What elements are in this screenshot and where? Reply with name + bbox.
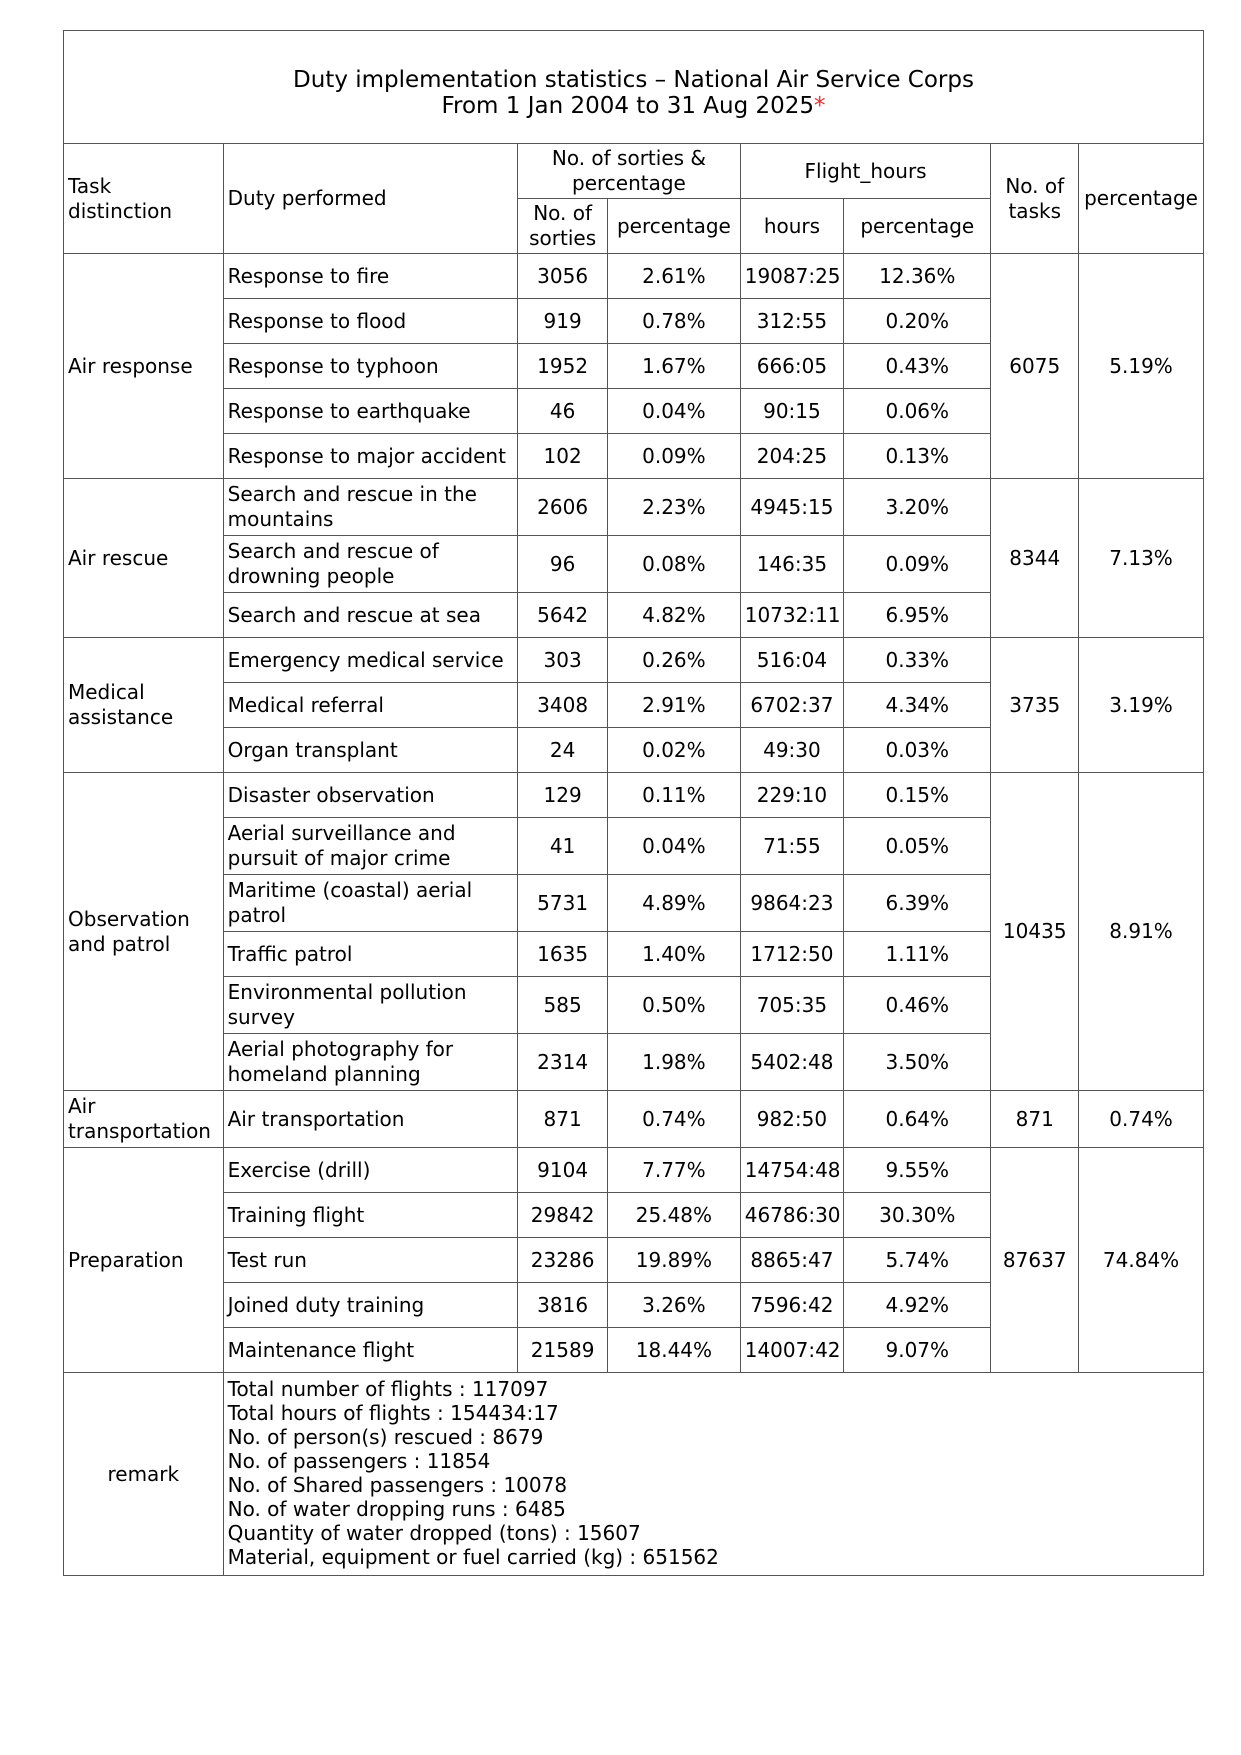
title-line-1: Duty implementation statistics – National Air Service Corps <box>293 67 974 93</box>
flight-hours: 14754:48 <box>740 1148 843 1193</box>
sorties-percentage: 19.89% <box>608 1238 741 1283</box>
header-tasks-percentage: percentage <box>1079 144 1204 254</box>
sorties-count: 1635 <box>518 932 608 977</box>
sorties-count: 2606 <box>518 479 608 536</box>
hours-percentage: 0.09% <box>844 536 991 593</box>
remark-content <box>223 1373 1203 1576</box>
tasks-percentage: 8.91% <box>1079 773 1204 1091</box>
asterisk-mark: * <box>814 93 826 119</box>
flight-hours: 49:30 <box>740 728 843 773</box>
hours-percentage: 30.30% <box>844 1193 991 1238</box>
hours-percentage: 0.13% <box>844 434 991 479</box>
hours-percentage: 0.05% <box>844 818 991 875</box>
flight-hours: 666:05 <box>740 344 843 389</box>
remark-label: remark <box>64 1373 224 1576</box>
header-sorties-group: No. of sorties & percentage <box>518 144 741 199</box>
flight-hours: 7596:42 <box>740 1283 843 1328</box>
sorties-count: 3816 <box>518 1283 608 1328</box>
flight-hours: 71:55 <box>740 818 843 875</box>
hours-percentage: 4.92% <box>844 1283 991 1328</box>
flight-hours: 10732:11 <box>740 593 843 638</box>
flight-hours: 312:55 <box>740 299 843 344</box>
tasks-count: 10435 <box>991 773 1079 1091</box>
hours-percentage: 0.06% <box>844 389 991 434</box>
sorties-count: 21589 <box>518 1328 608 1373</box>
tasks-percentage: 7.13% <box>1079 479 1204 638</box>
sorties-percentage: 1.40% <box>608 932 741 977</box>
hours-percentage: 6.39% <box>844 875 991 932</box>
sorties-percentage: 0.02% <box>608 728 741 773</box>
duty-name: Test run <box>223 1238 518 1283</box>
duty-name: Organ transplant <box>223 728 518 773</box>
sorties-count: 41 <box>518 818 608 875</box>
sorties-count: 5642 <box>518 593 608 638</box>
duty-statistics-table <box>63 30 1204 1576</box>
remark-line: Quantity of water dropped (tons) : 15607 <box>227 1521 641 1545</box>
table-title <box>64 31 1204 144</box>
flight-hours: 19087:25 <box>740 254 843 299</box>
sorties-count: 919 <box>518 299 608 344</box>
duty-name: Aerial photography for homeland planning <box>223 1034 518 1091</box>
duty-name: Medical referral <box>223 683 518 728</box>
sorties-percentage: 0.78% <box>608 299 741 344</box>
sorties-percentage: 18.44% <box>608 1328 741 1373</box>
sorties-count: 585 <box>518 977 608 1034</box>
sorties-percentage: 4.89% <box>608 875 741 932</box>
sorties-percentage: 0.09% <box>608 434 741 479</box>
remark-line: Total hours of flights : 154434:17 <box>227 1401 559 1425</box>
sorties-percentage: 2.91% <box>608 683 741 728</box>
sorties-percentage: 0.08% <box>608 536 741 593</box>
duty-name: Environmental pollution survey <box>223 977 518 1034</box>
table-row <box>64 773 1204 818</box>
remark-line: Material, equipment or fuel carried (kg) : 651562 <box>227 1545 719 1569</box>
sorties-count: 29842 <box>518 1193 608 1238</box>
flight-hours: 5402:48 <box>740 1034 843 1091</box>
hours-percentage: 5.74% <box>844 1238 991 1283</box>
task-category: Air response <box>64 254 224 479</box>
hours-percentage: 0.43% <box>844 344 991 389</box>
flight-hours: 229:10 <box>740 773 843 818</box>
flight-hours: 146:35 <box>740 536 843 593</box>
flight-hours: 705:35 <box>740 977 843 1034</box>
flight-hours: 14007:42 <box>740 1328 843 1373</box>
tasks-count: 8344 <box>991 479 1079 638</box>
sorties-count: 3408 <box>518 683 608 728</box>
sorties-percentage: 0.50% <box>608 977 741 1034</box>
duty-name: Maintenance flight <box>223 1328 518 1373</box>
remark-line: No. of water dropping runs : 6485 <box>227 1497 566 1521</box>
sorties-count: 24 <box>518 728 608 773</box>
hours-percentage: 1.11% <box>844 932 991 977</box>
sorties-percentage: 0.26% <box>608 638 741 683</box>
tasks-percentage: 0.74% <box>1079 1091 1204 1148</box>
table-row <box>64 1148 1204 1193</box>
sorties-count: 5731 <box>518 875 608 932</box>
tasks-count: 3735 <box>991 638 1079 773</box>
duty-name: Emergency medical service <box>223 638 518 683</box>
sorties-percentage: 0.04% <box>608 389 741 434</box>
duty-name: Search and rescue of drowning people <box>223 536 518 593</box>
duty-name: Air transportation <box>223 1091 518 1148</box>
sorties-percentage: 1.98% <box>608 1034 741 1091</box>
duty-name: Response to major accident <box>223 434 518 479</box>
tasks-count: 87637 <box>991 1148 1079 1373</box>
header-hours: hours <box>740 199 843 254</box>
sorties-count: 96 <box>518 536 608 593</box>
header-duty-performed: Duty performed <box>223 144 518 254</box>
hours-percentage: 9.55% <box>844 1148 991 1193</box>
hours-percentage: 9.07% <box>844 1328 991 1373</box>
hours-percentage: 0.15% <box>844 773 991 818</box>
duty-name: Maritime (coastal) aerial patrol <box>223 875 518 932</box>
table-row <box>64 638 1204 683</box>
sorties-count: 871 <box>518 1091 608 1148</box>
duty-name: Response to fire <box>223 254 518 299</box>
tasks-count: 871 <box>991 1091 1079 1148</box>
duty-name: Response to earthquake <box>223 389 518 434</box>
flight-hours: 90:15 <box>740 389 843 434</box>
task-category: Preparation <box>64 1148 224 1373</box>
sorties-percentage: 0.11% <box>608 773 741 818</box>
sorties-percentage: 2.61% <box>608 254 741 299</box>
sorties-count: 3056 <box>518 254 608 299</box>
duty-name: Search and rescue in the mountains <box>223 479 518 536</box>
duty-name: Traffic patrol <box>223 932 518 977</box>
header-task-distinction: Task distinction <box>64 144 224 254</box>
header-sorties: No. of sorties <box>518 199 608 254</box>
duty-name: Training flight <box>223 1193 518 1238</box>
hours-percentage: 3.20% <box>844 479 991 536</box>
sorties-percentage: 2.23% <box>608 479 741 536</box>
hours-percentage: 6.95% <box>844 593 991 638</box>
hours-percentage: 3.50% <box>844 1034 991 1091</box>
sorties-count: 46 <box>518 389 608 434</box>
table-row <box>64 479 1204 536</box>
task-category: Air rescue <box>64 479 224 638</box>
flight-hours: 204:25 <box>740 434 843 479</box>
sorties-count: 102 <box>518 434 608 479</box>
tasks-percentage: 3.19% <box>1079 638 1204 773</box>
duty-name: Joined duty training <box>223 1283 518 1328</box>
sorties-count: 9104 <box>518 1148 608 1193</box>
title-line-2: From 1 Jan 2004 to 31 Aug 2025 <box>441 93 815 119</box>
duty-name: Disaster observation <box>223 773 518 818</box>
header-sorties-percentage: percentage <box>608 199 741 254</box>
remark-line: Total number of flights : 117097 <box>227 1377 549 1401</box>
table-row <box>64 254 1204 299</box>
sorties-count: 1952 <box>518 344 608 389</box>
flight-hours: 46786:30 <box>740 1193 843 1238</box>
flight-hours: 6702:37 <box>740 683 843 728</box>
flight-hours: 4945:15 <box>740 479 843 536</box>
header-no-of-tasks: No. of tasks <box>991 144 1079 254</box>
table-row <box>64 1091 1204 1148</box>
hours-percentage: 12.36% <box>844 254 991 299</box>
tasks-percentage: 74.84% <box>1079 1148 1204 1373</box>
sorties-percentage: 1.67% <box>608 344 741 389</box>
duty-name: Aerial surveillance and pursuit of major crime <box>223 818 518 875</box>
flight-hours: 8865:47 <box>740 1238 843 1283</box>
sorties-percentage: 0.04% <box>608 818 741 875</box>
sorties-percentage: 0.74% <box>608 1091 741 1148</box>
sorties-count: 129 <box>518 773 608 818</box>
hours-percentage: 4.34% <box>844 683 991 728</box>
duty-name: Search and rescue at sea <box>223 593 518 638</box>
task-category: Medical assistance <box>64 638 224 773</box>
header-flight-hours-group: Flight_hours <box>740 144 991 199</box>
remark-line: No. of Shared passengers : 10078 <box>227 1473 568 1497</box>
remark-line: No. of person(s) rescued : 8679 <box>227 1425 544 1449</box>
task-category: Air transportation <box>64 1091 224 1148</box>
hours-percentage: 0.03% <box>844 728 991 773</box>
duty-name: Exercise (drill) <box>223 1148 518 1193</box>
sorties-percentage: 25.48% <box>608 1193 741 1238</box>
flight-hours: 1712:50 <box>740 932 843 977</box>
sorties-percentage: 3.26% <box>608 1283 741 1328</box>
flight-hours: 982:50 <box>740 1091 843 1148</box>
hours-percentage: 0.64% <box>844 1091 991 1148</box>
flight-hours: 516:04 <box>740 638 843 683</box>
remark-line: No. of passengers : 11854 <box>227 1449 491 1473</box>
hours-percentage: 0.46% <box>844 977 991 1034</box>
flight-hours: 9864:23 <box>740 875 843 932</box>
duty-name: Response to typhoon <box>223 344 518 389</box>
sorties-count: 303 <box>518 638 608 683</box>
tasks-count: 6075 <box>991 254 1079 479</box>
hours-percentage: 0.20% <box>844 299 991 344</box>
table-body <box>64 254 1204 1373</box>
header-hours-percentage: percentage <box>844 199 991 254</box>
task-category: Observation and patrol <box>64 773 224 1091</box>
sorties-count: 23286 <box>518 1238 608 1283</box>
sorties-count: 2314 <box>518 1034 608 1091</box>
hours-percentage: 0.33% <box>844 638 991 683</box>
tasks-percentage: 5.19% <box>1079 254 1204 479</box>
sorties-percentage: 7.77% <box>608 1148 741 1193</box>
sorties-percentage: 4.82% <box>608 593 741 638</box>
duty-name: Response to flood <box>223 299 518 344</box>
statistics-page <box>63 30 1204 1576</box>
